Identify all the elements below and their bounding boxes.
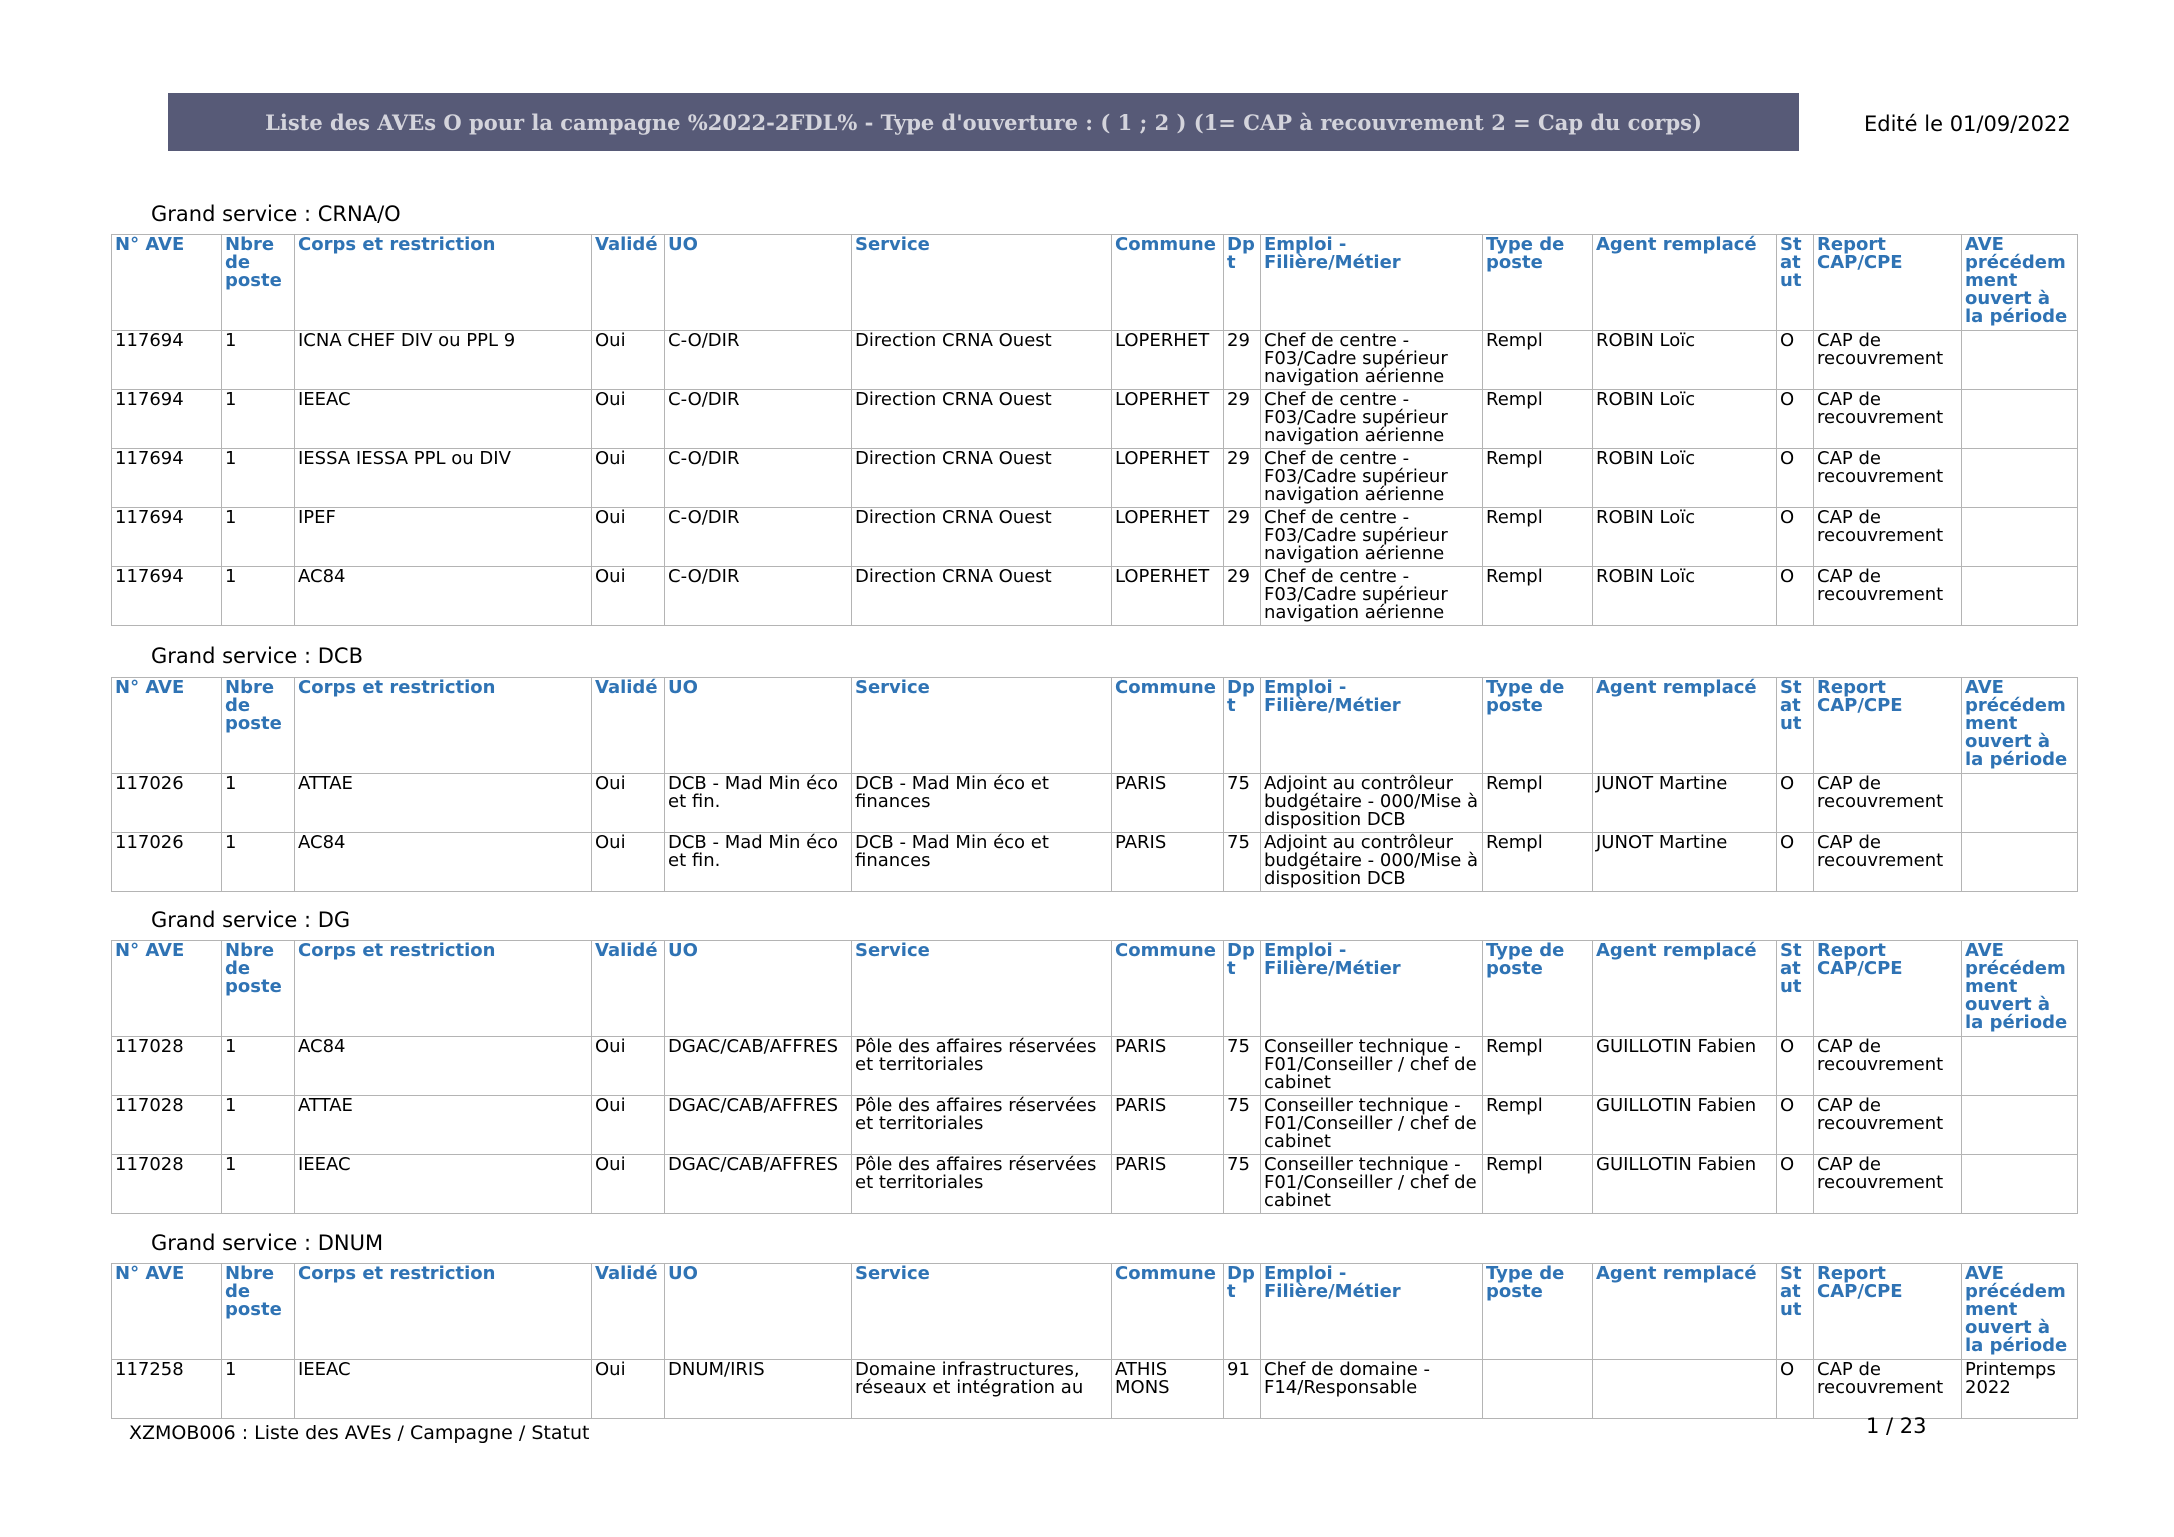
table-cell: 29: [1224, 508, 1261, 567]
table-cell: ROBIN Loïc: [1593, 390, 1777, 449]
table-cell: [1962, 449, 2078, 508]
table-cell: O: [1777, 1096, 1814, 1155]
table-row: [112, 1155, 2078, 1214]
table-cell: LOPERHET: [1112, 567, 1224, 626]
column-header: Service: [852, 678, 1112, 774]
table-cell: IEEAC: [295, 390, 592, 449]
table-cell: Rempl: [1483, 774, 1593, 833]
table-cell: ROBIN Loïc: [1593, 567, 1777, 626]
table-cell: Oui: [592, 1096, 665, 1155]
table-cell: Chef de centre - F03/Cadre supérieur navigation aérienne: [1261, 449, 1483, 508]
column-header: Validé: [592, 678, 665, 774]
section-title: Grand service : CRNA/O: [151, 202, 401, 226]
table-cell: 117694: [112, 390, 222, 449]
table-cell: Oui: [592, 567, 665, 626]
table-cell: DCB - Mad Min éco et finances: [852, 833, 1112, 892]
column-header: Commune: [1112, 678, 1224, 774]
table-cell: Printemps 2022: [1962, 1360, 2078, 1419]
table-cell: Oui: [592, 774, 665, 833]
table-cell: [1962, 1155, 2078, 1214]
column-header: Commune: [1112, 235, 1224, 331]
column-header: Emploi - Filière/Métier: [1261, 678, 1483, 774]
column-header: Emploi - Filière/Métier: [1261, 1264, 1483, 1360]
table-cell: PARIS: [1112, 1155, 1224, 1214]
table-cell: 117694: [112, 331, 222, 390]
table-cell: O: [1777, 449, 1814, 508]
column-header: Commune: [1112, 941, 1224, 1037]
column-header: Nbre de poste: [222, 1264, 295, 1360]
table-cell: Rempl: [1483, 390, 1593, 449]
table-cell: DCB - Mad Min éco et fin.: [665, 833, 852, 892]
table-cell: ICNA CHEF DIV ou PPL 9: [295, 331, 592, 390]
table-cell: Rempl: [1483, 1155, 1593, 1214]
table-cell: 1: [222, 567, 295, 626]
table-cell: Direction CRNA Ouest: [852, 390, 1112, 449]
column-header: Dp t: [1224, 941, 1261, 1037]
table-cell: Oui: [592, 1037, 665, 1096]
table-cell: O: [1777, 833, 1814, 892]
column-header: Validé: [592, 1264, 665, 1360]
table-cell: Pôle des affaires réservées et territoriales: [852, 1037, 1112, 1096]
table-cell: 1: [222, 508, 295, 567]
table-cell: Direction CRNA Ouest: [852, 331, 1112, 390]
table-cell: O: [1777, 331, 1814, 390]
table-cell: O: [1777, 1155, 1814, 1214]
table-cell: Pôle des affaires réservées et territoriales: [852, 1096, 1112, 1155]
table-cell: DGAC/CAB/AFFRES: [665, 1155, 852, 1214]
table-cell: IPEF: [295, 508, 592, 567]
table-cell: PARIS: [1112, 833, 1224, 892]
page-number: 1 / 23: [1866, 1414, 1927, 1438]
table-row: [112, 774, 2078, 833]
table-cell: 117694: [112, 508, 222, 567]
table-cell: [1962, 774, 2078, 833]
table-cell: C-O/DIR: [665, 331, 852, 390]
table-cell: GUILLOTIN Fabien: [1593, 1155, 1777, 1214]
table-cell: LOPERHET: [1112, 390, 1224, 449]
table-cell: 117026: [112, 833, 222, 892]
table-cell: PARIS: [1112, 774, 1224, 833]
table-cell: Oui: [592, 833, 665, 892]
table-cell: Chef de centre - F03/Cadre supérieur navigation aérienne: [1261, 390, 1483, 449]
column-header: Type de poste: [1483, 1264, 1593, 1360]
column-header: Service: [852, 235, 1112, 331]
table-cell: LOPERHET: [1112, 508, 1224, 567]
column-header: Commune: [1112, 1264, 1224, 1360]
column-header: Type de poste: [1483, 941, 1593, 1037]
table-cell: Rempl: [1483, 1037, 1593, 1096]
table-cell: CAP de recouvrement: [1814, 331, 1962, 390]
table-cell: O: [1777, 1037, 1814, 1096]
section-title: Grand service : DG: [151, 908, 351, 932]
column-header: Report CAP/CPE: [1814, 1264, 1962, 1360]
footer-report-name: XZMOB006 : Liste des AVEs / Campagne / Statut: [129, 1422, 590, 1444]
column-header: N° AVE: [112, 941, 222, 1037]
table-cell: Rempl: [1483, 331, 1593, 390]
table-cell: Domaine infrastructures, réseaux et intégration au: [852, 1360, 1112, 1419]
column-header: Agent remplacé: [1593, 1264, 1777, 1360]
table-cell: 1: [222, 331, 295, 390]
table-cell: PARIS: [1112, 1037, 1224, 1096]
table-cell: [1962, 508, 2078, 567]
table-cell: 1: [222, 1096, 295, 1155]
table-cell: Rempl: [1483, 508, 1593, 567]
column-header: Emploi - Filière/Métier: [1261, 235, 1483, 331]
column-header: St at ut: [1777, 235, 1814, 331]
column-header: UO: [665, 1264, 852, 1360]
table-cell: 1: [222, 449, 295, 508]
table-cell: Oui: [592, 1360, 665, 1419]
table-cell: 1: [222, 1037, 295, 1096]
table-cell: Oui: [592, 1155, 665, 1214]
table-cell: CAP de recouvrement: [1814, 508, 1962, 567]
table-cell: 75: [1224, 774, 1261, 833]
table-cell: [1962, 390, 2078, 449]
table-cell: CAP de recouvrement: [1814, 1037, 1962, 1096]
column-header: Agent remplacé: [1593, 941, 1777, 1037]
column-header: UO: [665, 678, 852, 774]
table-cell: ATTAE: [295, 774, 592, 833]
table-cell: C-O/DIR: [665, 508, 852, 567]
table-cell: CAP de recouvrement: [1814, 1155, 1962, 1214]
column-header: Dp t: [1224, 235, 1261, 331]
table-row: [112, 1096, 2078, 1155]
table-cell: Chef de domaine - F14/Responsable: [1261, 1360, 1483, 1419]
table-cell: ROBIN Loïc: [1593, 449, 1777, 508]
table-cell: DGAC/CAB/AFFRES: [665, 1096, 852, 1155]
table-row: [112, 508, 2078, 567]
column-header: UO: [665, 941, 852, 1037]
table-cell: DCB - Mad Min éco et finances: [852, 774, 1112, 833]
table-cell: Pôle des affaires réservées et territoriales: [852, 1155, 1112, 1214]
table-cell: DCB - Mad Min éco et fin.: [665, 774, 852, 833]
table-cell: GUILLOTIN Fabien: [1593, 1037, 1777, 1096]
column-header: AVE précédem ment ouvert à la période: [1962, 235, 2078, 331]
column-header: Corps et restriction: [295, 235, 592, 331]
table-cell: 117026: [112, 774, 222, 833]
table-row: [112, 833, 2078, 892]
table-cell: DGAC/CAB/AFFRES: [665, 1037, 852, 1096]
table-cell: ROBIN Loïc: [1593, 331, 1777, 390]
column-header: Nbre de poste: [222, 235, 295, 331]
table-cell: PARIS: [1112, 1096, 1224, 1155]
section-title: Grand service : DNUM: [151, 1231, 384, 1255]
table-cell: [1962, 331, 2078, 390]
table-cell: [1483, 1360, 1593, 1419]
table-cell: GUILLOTIN Fabien: [1593, 1096, 1777, 1155]
table-cell: IEEAC: [295, 1155, 592, 1214]
table-header-row: [112, 1264, 2078, 1360]
table-cell: 117258: [112, 1360, 222, 1419]
table-cell: Oui: [592, 331, 665, 390]
column-header: Nbre de poste: [222, 941, 295, 1037]
table-cell: C-O/DIR: [665, 390, 852, 449]
table-cell: IEEAC: [295, 1360, 592, 1419]
table-cell: [1962, 1037, 2078, 1096]
column-header: Corps et restriction: [295, 941, 592, 1037]
column-header: AVE précédem ment ouvert à la période: [1962, 941, 2078, 1037]
table-cell: 75: [1224, 1096, 1261, 1155]
column-header: N° AVE: [112, 678, 222, 774]
column-header: Type de poste: [1483, 678, 1593, 774]
column-header: Nbre de poste: [222, 678, 295, 774]
table-row: [112, 390, 2078, 449]
table-cell: Adjoint au contrôleur budgétaire - 000/Mise à disposition DCB: [1261, 833, 1483, 892]
table-cell: Rempl: [1483, 449, 1593, 508]
table-row: [112, 331, 2078, 390]
table-cell: 75: [1224, 833, 1261, 892]
table-cell: 117694: [112, 449, 222, 508]
table-cell: 117694: [112, 567, 222, 626]
column-header: N° AVE: [112, 235, 222, 331]
table-cell: Rempl: [1483, 567, 1593, 626]
table-cell: DNUM/IRIS: [665, 1360, 852, 1419]
column-header: N° AVE: [112, 1264, 222, 1360]
table-cell: 1: [222, 774, 295, 833]
table-cell: 1: [222, 1155, 295, 1214]
table-cell: Oui: [592, 449, 665, 508]
table-cell: [1962, 1096, 2078, 1155]
table-cell: O: [1777, 390, 1814, 449]
table-cell: CAP de recouvrement: [1814, 449, 1962, 508]
column-header: Emploi - Filière/Métier: [1261, 941, 1483, 1037]
ave-table: [111, 940, 2078, 1214]
table-row: [112, 567, 2078, 626]
table-cell: 1: [222, 833, 295, 892]
table-cell: O: [1777, 1360, 1814, 1419]
table-cell: [1962, 567, 2078, 626]
table-cell: Conseiller technique - F01/Conseiller / chef de cabinet: [1261, 1096, 1483, 1155]
table-cell: AC84: [295, 1037, 592, 1096]
table-cell: Rempl: [1483, 1096, 1593, 1155]
table-cell: 1: [222, 1360, 295, 1419]
ave-table: [111, 677, 2078, 892]
table-cell: Conseiller technique - F01/Conseiller / chef de cabinet: [1261, 1155, 1483, 1214]
column-header: St at ut: [1777, 678, 1814, 774]
column-header: Report CAP/CPE: [1814, 678, 1962, 774]
column-header: Agent remplacé: [1593, 678, 1777, 774]
column-header: St at ut: [1777, 1264, 1814, 1360]
table-cell: Direction CRNA Ouest: [852, 508, 1112, 567]
report-title: Liste des AVEs O pour la campagne %2022-2FDL% - Type d'ouverture : ( 1 ; 2 ) (1= CAP à recouvrement 2 = Cap du corps): [265, 109, 1702, 135]
column-header: Validé: [592, 941, 665, 1037]
table-cell: Direction CRNA Ouest: [852, 567, 1112, 626]
column-header: Agent remplacé: [1593, 235, 1777, 331]
section-title: Grand service : DCB: [151, 644, 363, 668]
table-cell: 117028: [112, 1096, 222, 1155]
table-cell: AC84: [295, 833, 592, 892]
report-title-banner: [168, 93, 1799, 151]
ave-table: [111, 234, 2078, 626]
table-cell: Direction CRNA Ouest: [852, 449, 1112, 508]
table-cell: Oui: [592, 508, 665, 567]
table-cell: CAP de recouvrement: [1814, 567, 1962, 626]
table-row: [112, 449, 2078, 508]
table-cell: [1593, 1360, 1777, 1419]
table-cell: 29: [1224, 331, 1261, 390]
table-cell: LOPERHET: [1112, 449, 1224, 508]
table-cell: 29: [1224, 567, 1261, 626]
table-cell: O: [1777, 774, 1814, 833]
table-cell: [1962, 833, 2078, 892]
table-cell: AC84: [295, 567, 592, 626]
table-row: [112, 1360, 2078, 1419]
table-cell: C-O/DIR: [665, 567, 852, 626]
column-header: Service: [852, 941, 1112, 1037]
table-cell: CAP de recouvrement: [1814, 390, 1962, 449]
table-cell: ATHIS MONS: [1112, 1360, 1224, 1419]
table-cell: Adjoint au contrôleur budgétaire - 000/Mise à disposition DCB: [1261, 774, 1483, 833]
table-cell: ROBIN Loïc: [1593, 508, 1777, 567]
table-header-row: [112, 678, 2078, 774]
table-cell: Rempl: [1483, 833, 1593, 892]
table-cell: 91: [1224, 1360, 1261, 1419]
table-row: [112, 1037, 2078, 1096]
ave-table: [111, 1263, 2078, 1419]
table-cell: ATTAE: [295, 1096, 592, 1155]
table-cell: 29: [1224, 390, 1261, 449]
table-cell: Chef de centre - F03/Cadre supérieur navigation aérienne: [1261, 508, 1483, 567]
table-cell: 75: [1224, 1155, 1261, 1214]
table-cell: O: [1777, 508, 1814, 567]
column-header: Report CAP/CPE: [1814, 235, 1962, 331]
table-cell: Chef de centre - F03/Cadre supérieur navigation aérienne: [1261, 331, 1483, 390]
column-header: St at ut: [1777, 941, 1814, 1037]
table-cell: O: [1777, 567, 1814, 626]
column-header: Validé: [592, 235, 665, 331]
table-cell: Conseiller technique - F01/Conseiller / chef de cabinet: [1261, 1037, 1483, 1096]
table-cell: JUNOT Martine: [1593, 833, 1777, 892]
table-cell: CAP de recouvrement: [1814, 833, 1962, 892]
column-header: Report CAP/CPE: [1814, 941, 1962, 1037]
table-cell: 75: [1224, 1037, 1261, 1096]
table-header-row: [112, 235, 2078, 331]
column-header: AVE précédem ment ouvert à la période: [1962, 678, 2078, 774]
table-cell: C-O/DIR: [665, 449, 852, 508]
table-cell: 1: [222, 390, 295, 449]
table-cell: 117028: [112, 1037, 222, 1096]
table-cell: IESSA IESSA PPL ou DIV: [295, 449, 592, 508]
table-cell: JUNOT Martine: [1593, 774, 1777, 833]
column-header: UO: [665, 235, 852, 331]
table-cell: 117028: [112, 1155, 222, 1214]
table-cell: LOPERHET: [1112, 331, 1224, 390]
table-cell: CAP de recouvrement: [1814, 774, 1962, 833]
column-header: Dp t: [1224, 678, 1261, 774]
edited-date: Edité le 01/09/2022: [1864, 112, 2071, 136]
column-header: Service: [852, 1264, 1112, 1360]
column-header: Corps et restriction: [295, 1264, 592, 1360]
table-cell: CAP de recouvrement: [1814, 1360, 1962, 1419]
table-cell: Chef de centre - F03/Cadre supérieur navigation aérienne: [1261, 567, 1483, 626]
table-cell: 29: [1224, 449, 1261, 508]
column-header: Corps et restriction: [295, 678, 592, 774]
table-cell: Oui: [592, 390, 665, 449]
column-header: Type de poste: [1483, 235, 1593, 331]
column-header: Dp t: [1224, 1264, 1261, 1360]
column-header: AVE précédem ment ouvert à la période: [1962, 1264, 2078, 1360]
table-cell: CAP de recouvrement: [1814, 1096, 1962, 1155]
table-header-row: [112, 941, 2078, 1037]
